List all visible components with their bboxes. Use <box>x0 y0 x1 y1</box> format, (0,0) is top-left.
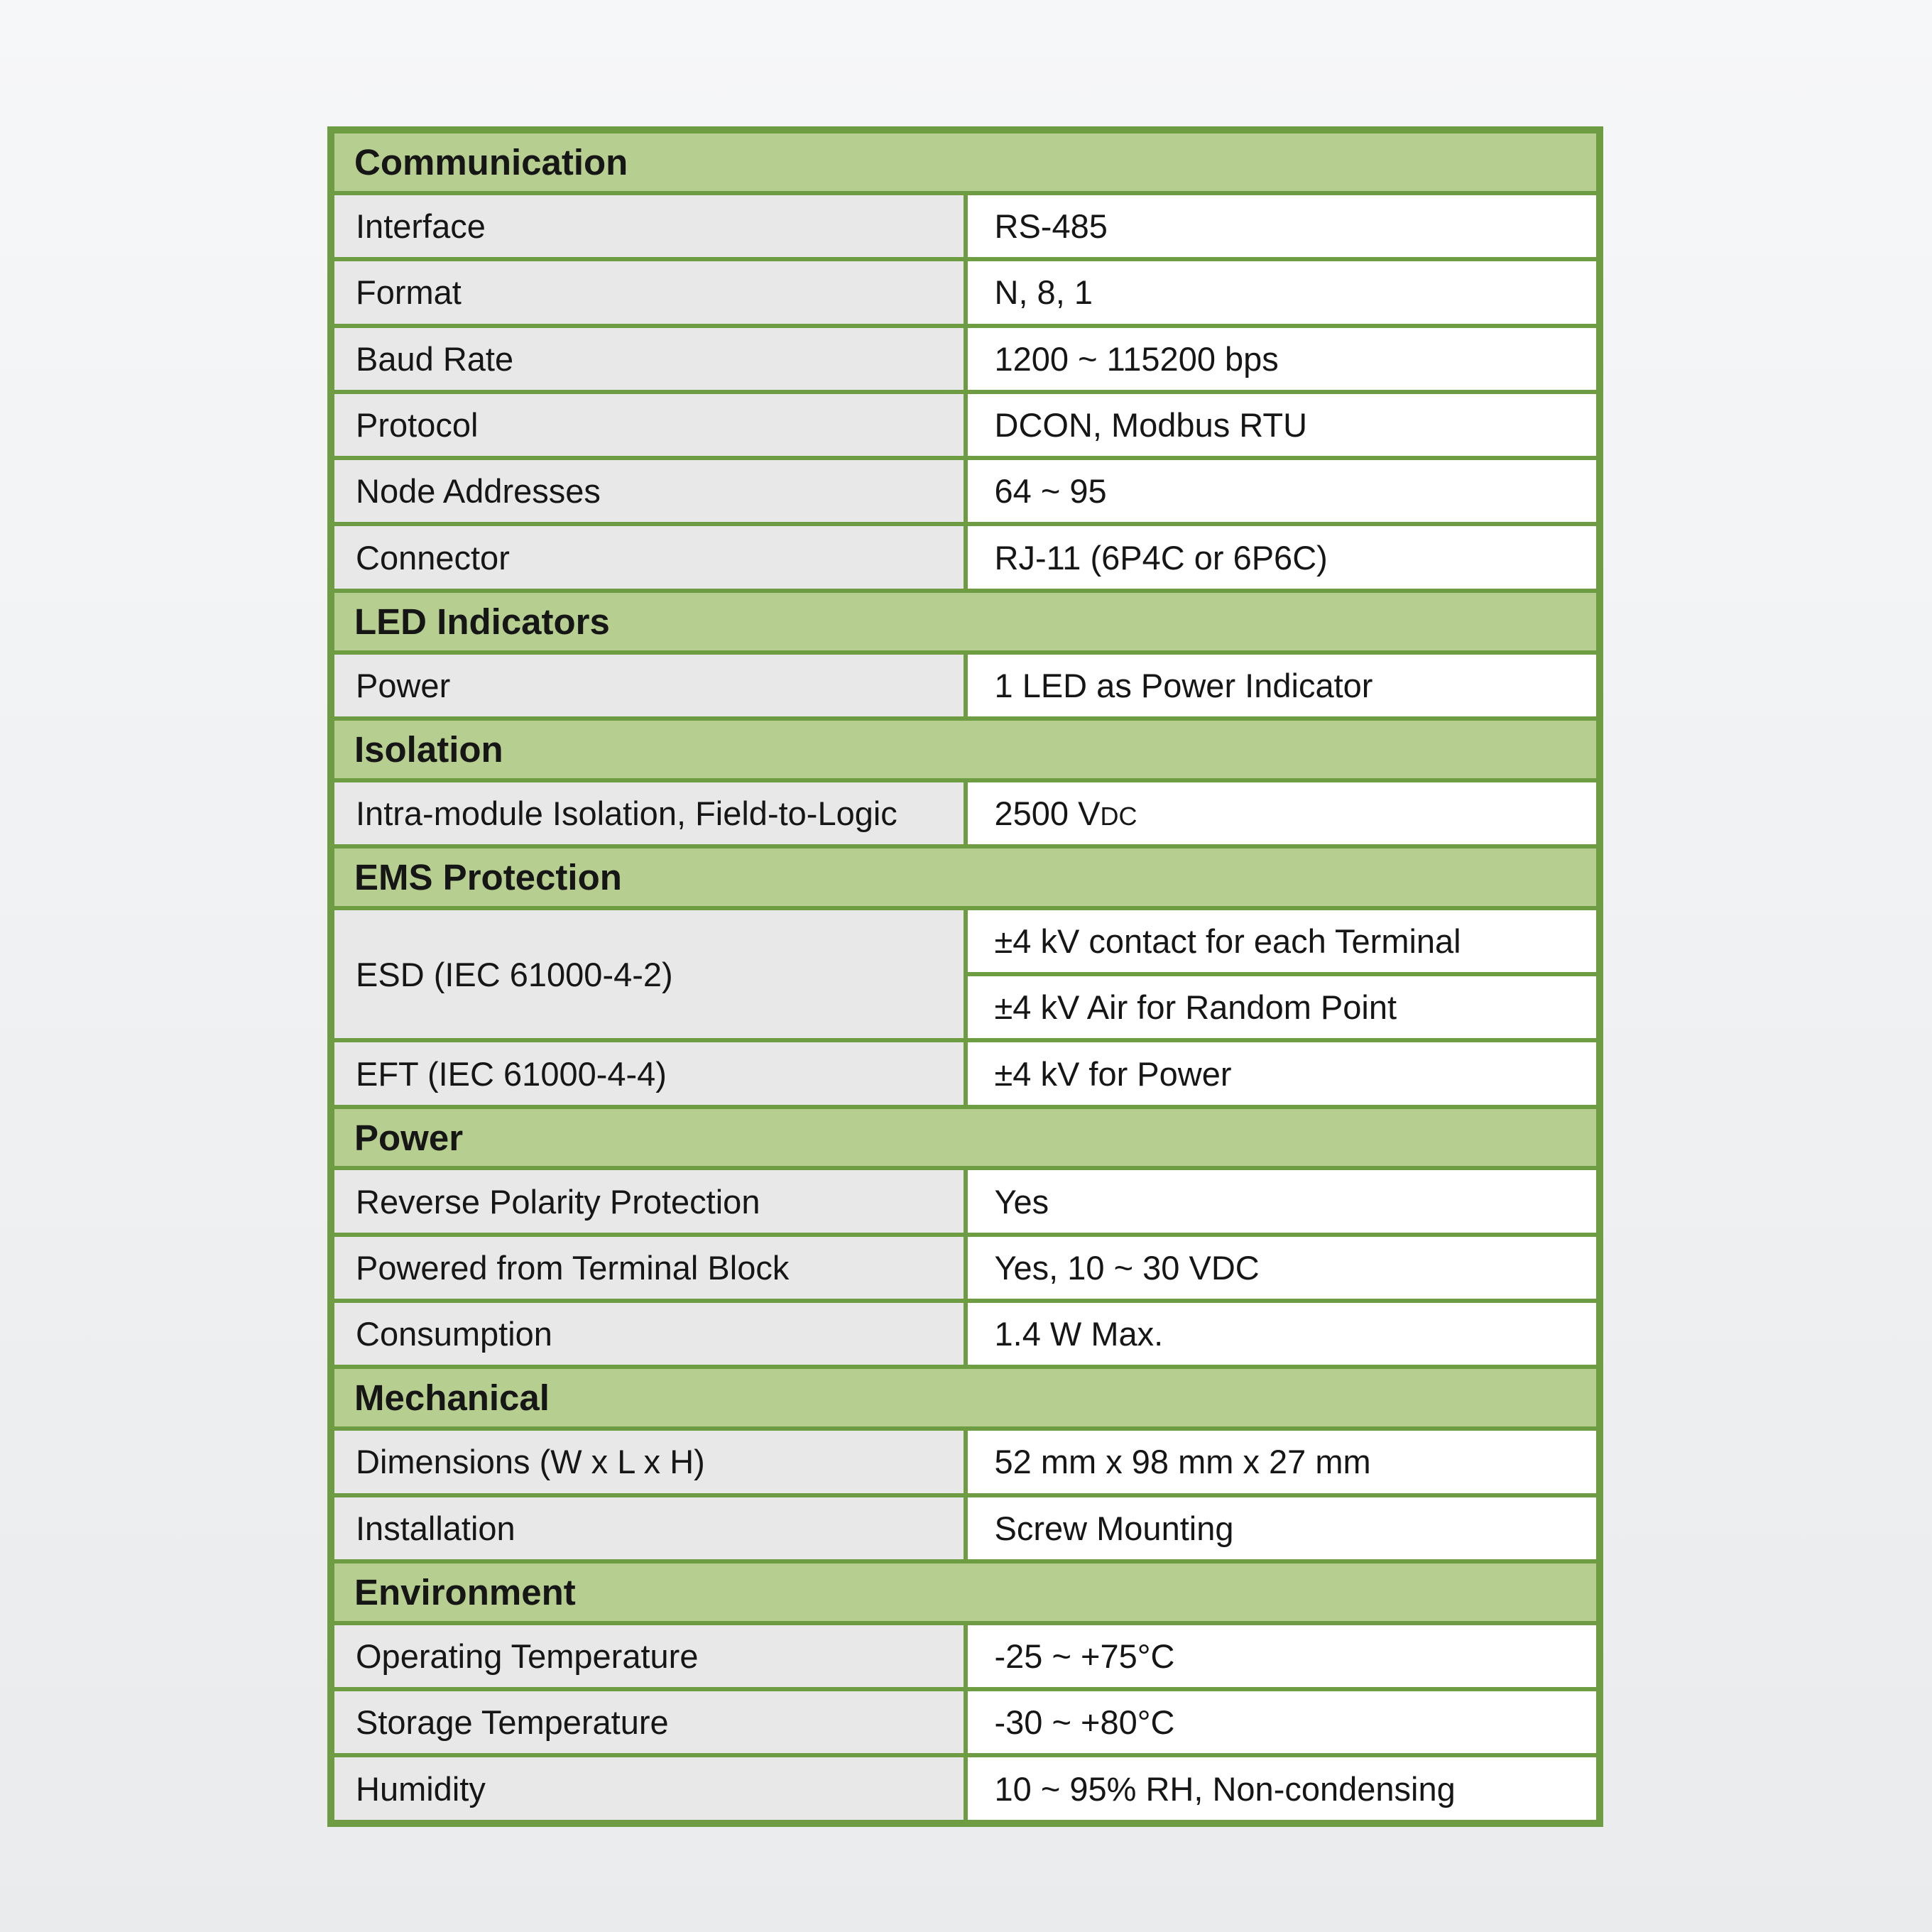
spec-value-text: N, 8, 1 <box>994 273 1093 312</box>
spec-value-cell <box>966 1301 1600 1367</box>
spec-label-cell: Operating Temperature <box>331 1623 966 1689</box>
spec-label-cell: Format <box>331 259 966 325</box>
spec-value-cell <box>966 1429 1600 1495</box>
spec-value-cell <box>966 1235 1600 1301</box>
spec-value-cell <box>966 908 1600 974</box>
spec-row <box>331 193 1600 259</box>
spec-row <box>331 780 1600 846</box>
spec-value-cell <box>966 193 1600 259</box>
spec-label-cell: Powered from Terminal Block <box>331 1235 966 1301</box>
spec-label-cell: Power <box>331 653 966 719</box>
spec-row <box>331 524 1600 590</box>
specification-table <box>327 126 1603 1827</box>
section-row <box>331 1107 1600 1169</box>
spec-row <box>331 458 1600 524</box>
section-header: LED Indicators <box>331 591 1600 653</box>
spec-row <box>331 1755 1600 1823</box>
spec-value-text: 1 LED as Power Indicator <box>994 666 1373 704</box>
spec-label-cell: EFT (IEC 61000-4-4) <box>331 1040 966 1106</box>
spec-value-cell <box>966 1495 1600 1561</box>
spec-row <box>331 1040 1600 1106</box>
spec-value-text: Screw Mounting <box>994 1509 1234 1547</box>
spec-row <box>331 908 1600 974</box>
spec-value-text: 10 ~ 95% RH, Non-condensing <box>994 1769 1456 1808</box>
spec-value-cell <box>966 1623 1600 1689</box>
spec-label-cell: Node Addresses <box>331 458 966 524</box>
spec-row <box>331 1168 1600 1234</box>
spec-label-cell: Interface <box>331 193 966 259</box>
spec-value-cell <box>966 653 1600 719</box>
spec-label-cell: Connector <box>331 524 966 590</box>
spec-table-body <box>331 130 1600 1823</box>
spec-value-cell <box>966 458 1600 524</box>
spec-value-text: 1.4 W Max. <box>994 1315 1164 1353</box>
spec-value-text: DCON, Modbus RTU <box>994 405 1308 444</box>
spec-label-cell: ESD (IEC 61000-4-2) <box>331 908 966 1041</box>
spec-value-text: RS-485 <box>994 207 1108 246</box>
spec-row <box>331 1235 1600 1301</box>
spec-value-text: RJ-11 (6P4C or 6P6C) <box>994 538 1328 577</box>
section-header: Power <box>331 1107 1600 1169</box>
spec-row <box>331 326 1600 392</box>
section-header: EMS Protection <box>331 846 1600 908</box>
section-header: Isolation <box>331 719 1600 780</box>
spec-value-cell <box>966 392 1600 458</box>
spec-row <box>331 1623 1600 1689</box>
section-row <box>331 1561 1600 1623</box>
spec-label-cell: Baud Rate <box>331 326 966 392</box>
spec-row <box>331 1689 1600 1755</box>
spec-row <box>331 653 1600 719</box>
spec-label-cell: Storage Temperature <box>331 1689 966 1755</box>
spec-label-cell: Reverse Polarity Protection <box>331 1168 966 1234</box>
spec-value-text: -25 ~ +75°C <box>994 1637 1175 1675</box>
spec-label-cell: Consumption <box>331 1301 966 1367</box>
spec-value-text: ±4 kV contact for each Terminal <box>994 922 1461 960</box>
section-row <box>331 130 1600 193</box>
section-row <box>331 719 1600 780</box>
section-row <box>331 846 1600 908</box>
spec-value-cell <box>966 780 1600 846</box>
spec-label-cell: Intra-module Isolation, Field-to-Logic <box>331 780 966 846</box>
section-row <box>331 591 1600 653</box>
spec-value-cell <box>966 1040 1600 1106</box>
spec-value-cell <box>966 259 1600 325</box>
spec-label-cell: Installation <box>331 1495 966 1561</box>
spec-value-cell <box>966 1755 1600 1823</box>
section-header: Communication <box>331 130 1600 193</box>
spec-value-cell <box>966 974 1600 1040</box>
spec-value-text: 64 ~ 95 <box>994 472 1107 511</box>
spec-value-text: Yes <box>994 1182 1049 1221</box>
spec-value-text: ±4 kV Air for Random Point <box>994 988 1397 1027</box>
section-header: Environment <box>331 1561 1600 1623</box>
spec-label-cell: Humidity <box>331 1755 966 1823</box>
spec-value-cell <box>966 1689 1600 1755</box>
section-row <box>331 1367 1600 1429</box>
spec-value-text: ±4 kV for Power <box>994 1054 1232 1093</box>
spec-row <box>331 1495 1600 1561</box>
spec-value-cell <box>966 524 1600 590</box>
spec-row <box>331 1429 1600 1495</box>
spec-value-text: 2500 V <box>994 794 1101 832</box>
spec-value-suffix: DC <box>1100 801 1137 831</box>
spec-row <box>331 1301 1600 1367</box>
spec-label-cell: Dimensions (W x L x H) <box>331 1429 966 1495</box>
spec-value-cell <box>966 1168 1600 1234</box>
spec-value-cell <box>966 326 1600 392</box>
spec-value-text: Yes, 10 ~ 30 VDC <box>994 1248 1260 1287</box>
spec-value-text: -30 ~ +80°C <box>994 1703 1175 1742</box>
spec-row <box>331 259 1600 325</box>
spec-value-text: 1200 ~ 115200 bps <box>994 339 1279 378</box>
spec-label-cell: Protocol <box>331 392 966 458</box>
spec-row <box>331 392 1600 458</box>
spec-value-text: 52 mm x 98 mm x 27 mm <box>994 1443 1371 1481</box>
section-header: Mechanical <box>331 1367 1600 1429</box>
